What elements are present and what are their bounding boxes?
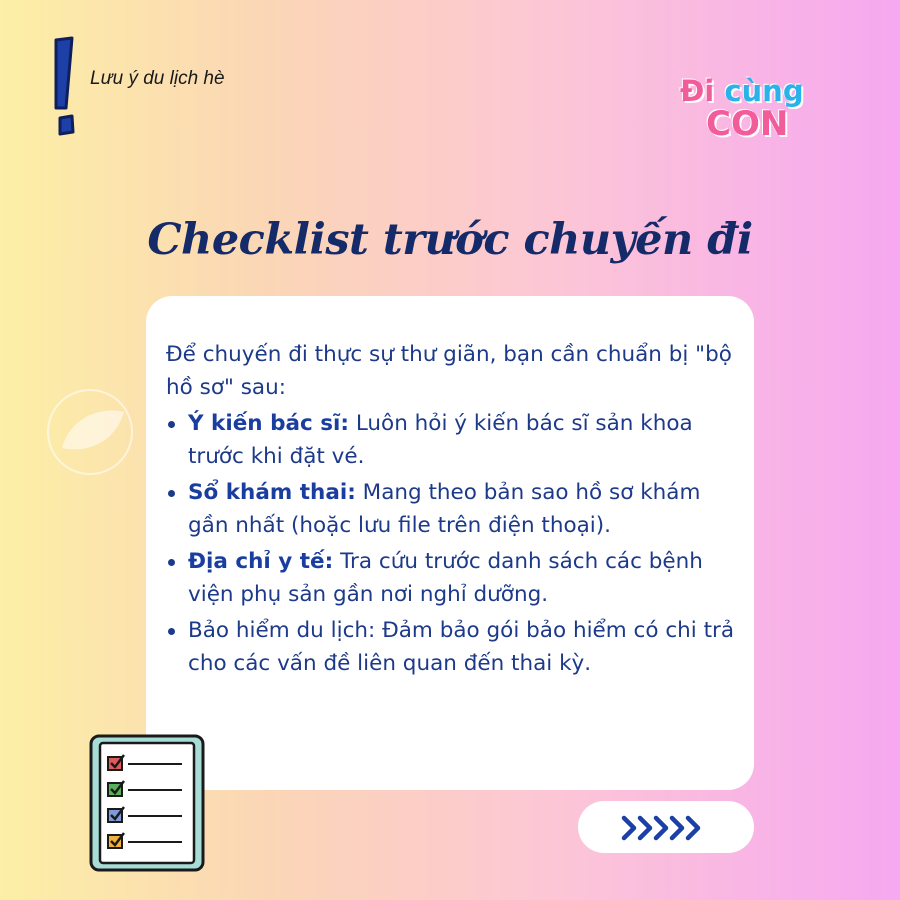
list-item <box>166 407 741 473</box>
item-heading: Ý kiến bác sĩ: <box>188 411 349 436</box>
item-text: Mang theo bản sao hồ sơ khám gần nhất (hoặc lưu file trên điện thoại). <box>188 480 701 538</box>
leaf-circle-icon <box>40 382 140 482</box>
item-heading: Địa chỉ y tế: <box>188 549 334 574</box>
brand-logo <box>680 74 820 154</box>
bullet <box>168 628 175 635</box>
next-button[interactable] <box>578 801 754 853</box>
bullet <box>168 421 175 428</box>
chevrons-right-icon <box>620 814 712 842</box>
list-item <box>166 476 741 542</box>
checklist <box>166 407 741 680</box>
header-label: Lưu ý du lịch hè <box>90 68 225 89</box>
item-text: Tra cứu trước danh sách các bệnh viện phụ sản gần nơi nghỉ dưỡng. <box>188 549 703 607</box>
list-item <box>166 614 741 680</box>
item-text: Bảo hiểm du lịch: Đảm bảo gói bảo hiểm có chi trả cho các vấn đề liên quan đến thai kỳ. <box>188 618 735 676</box>
checklist-card <box>146 296 754 790</box>
item-text: Luôn hỏi ý kiến bác sĩ sản khoa trước khi đặt vé. <box>188 411 693 469</box>
logo-word-1: Đi <box>680 74 715 108</box>
checklist-clipboard-icon <box>88 733 206 873</box>
logo-word-3: CON <box>706 104 789 144</box>
card-intro: Để chuyến đi thực sự thư giãn, bạn cần chuẩn bị "bộ hồ sơ" sau: <box>166 342 732 400</box>
logo-word-2: cùng <box>714 74 804 108</box>
bullet <box>168 490 175 497</box>
item-heading: Sổ khám thai: <box>188 480 356 505</box>
bullet <box>168 559 175 566</box>
exclamation-icon <box>42 36 86 140</box>
list-item <box>166 545 741 611</box>
page-title: Checklist trước chuyến đi <box>147 215 753 265</box>
